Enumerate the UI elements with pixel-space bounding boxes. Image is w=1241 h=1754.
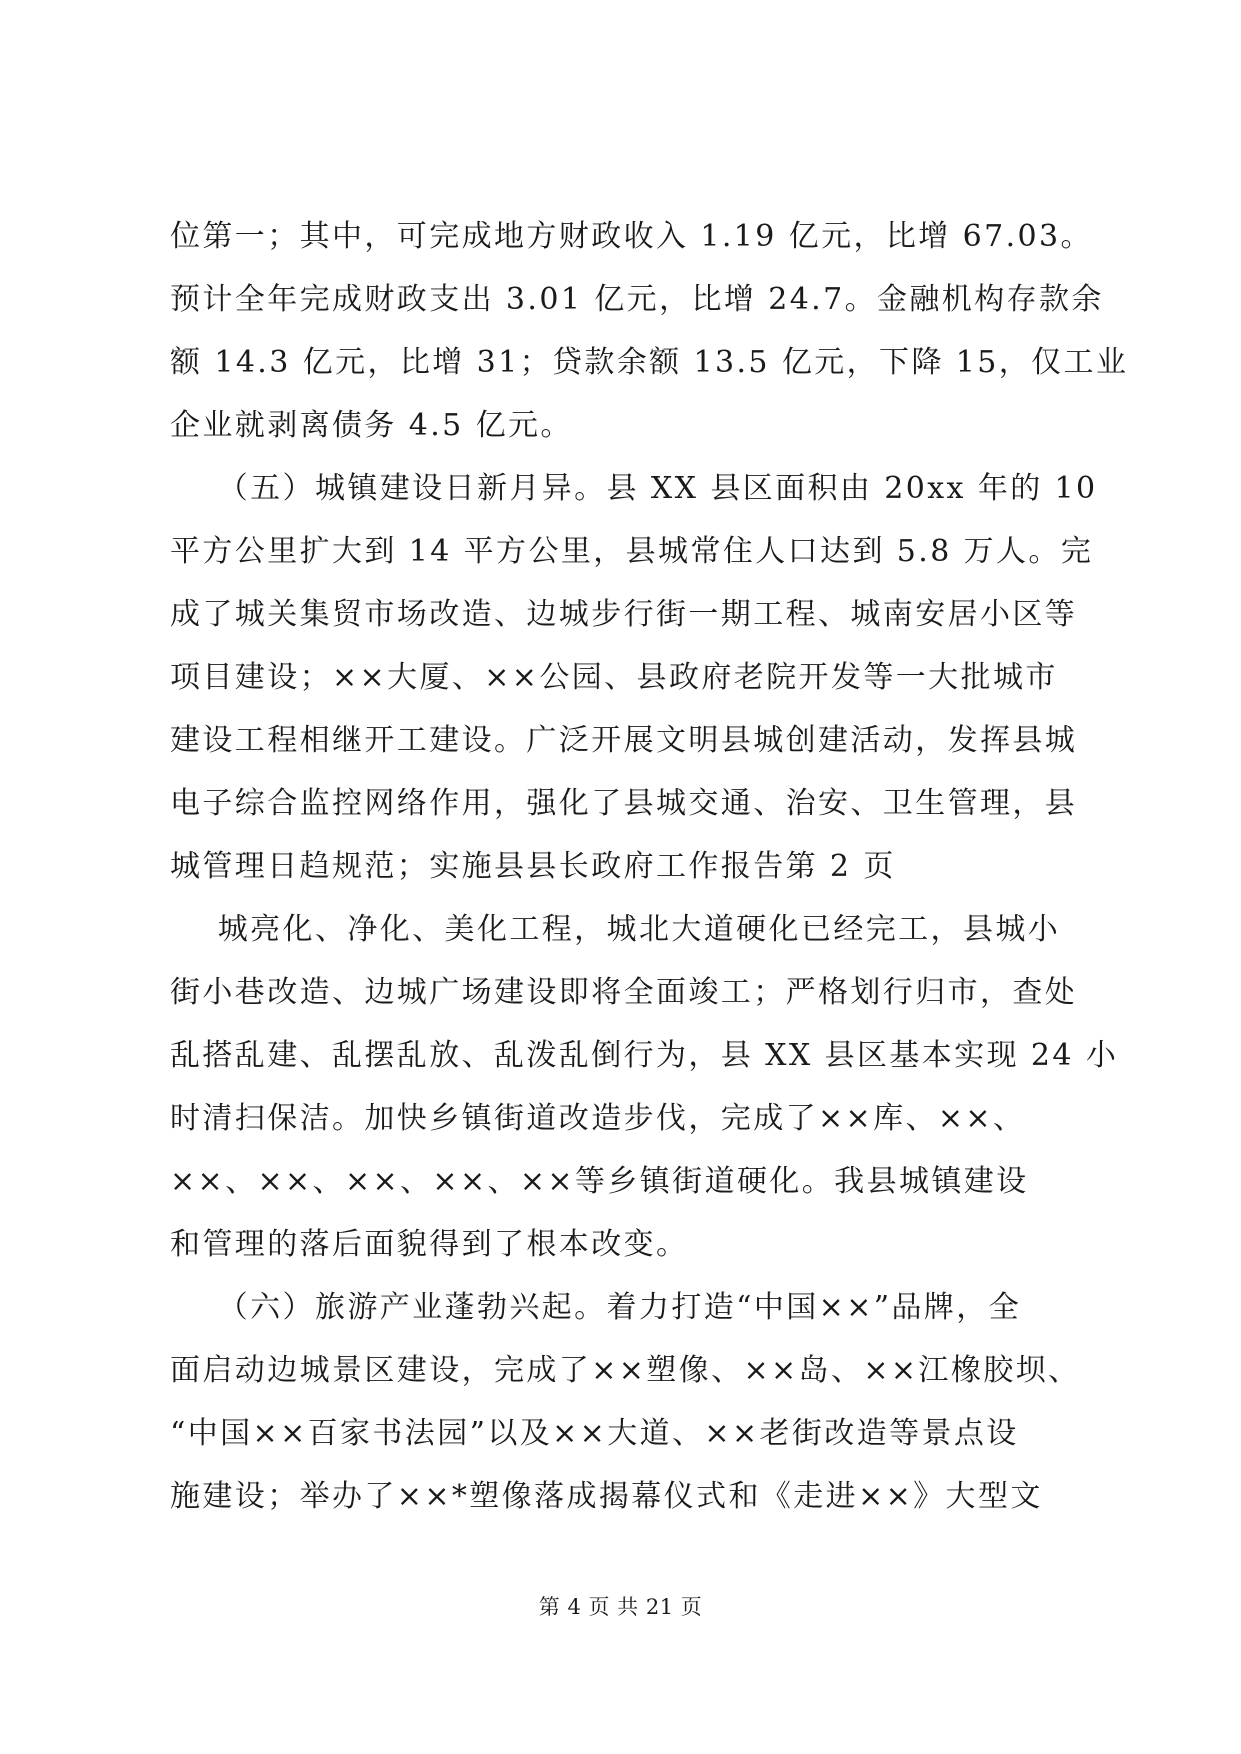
- text-line: 位第一；其中，可完成地方财政收入 1.19 亿元，比增 67.03。: [170, 219, 1093, 254]
- page-footer: [0, 1592, 1241, 1622]
- text-line: 项目建设；××大厦、××公园、县政府老院开发等一大批城市: [170, 660, 1058, 695]
- text-line: 电子综合监控网络作用，强化了县城交通、治安、卫生管理，县: [170, 786, 1078, 821]
- text-line: ××、××、××、××、××等乡镇街道硬化。我县城镇建设: [170, 1164, 1029, 1199]
- text-line: “中国××百家书法园”以及××大道、××老街改造等景点设: [170, 1416, 1019, 1451]
- text-line: 城管理日趋规范；实施县县长政府工作报告第 2 页: [170, 849, 896, 884]
- body-text: [170, 205, 1129, 1528]
- text-line: 成了城关集贸市场改造、边城步行街一期工程、城南安居小区等: [170, 597, 1078, 632]
- text-line: 额 14.3 亿元，比增 31；贷款余额 13.5 亿元，下降 15，仅工业: [170, 345, 1129, 380]
- text-line: 街小巷改造、边城广场建设即将全面竣工；严格划行归市，查处: [170, 975, 1078, 1010]
- text-line: 企业就剥离债务 4.5 亿元。: [170, 408, 573, 443]
- text-line: 施建设；举办了××*塑像落成揭幕仪式和《走进××》大型文: [170, 1479, 1043, 1514]
- text-line: 平方公里扩大到 14 平方公里，县城常住人口达到 5.8 万人。完: [170, 534, 1094, 569]
- section-heading-line: （五）城镇建设日新月异。县 XX 县区面积由 20xx 年的 10: [170, 471, 1098, 506]
- section-heading-line: （六）旅游产业蓬勃兴起。着力打造“中国××”品牌，全: [170, 1290, 1022, 1325]
- page-indicator: 第 4 页 共 21 页: [538, 1595, 703, 1619]
- text-line: 面启动边城景区建设，完成了××塑像、××岛、××江橡胶坝、: [170, 1353, 1081, 1388]
- text-line: 乱搭乱建、乱摆乱放、乱泼乱倒行为，县 XX 县区基本实现 24 小: [170, 1038, 1119, 1073]
- text-line: 预计全年完成财政支出 3.01 亿元，比增 24.7。金融机构存款余: [170, 282, 1104, 317]
- text-line: 时清扫保洁。加快乡镇街道改造步伐，完成了××库、××、: [170, 1101, 1026, 1136]
- text-line: 建设工程相继开工建设。广泛开展文明县城创建活动，发挥县城: [170, 723, 1078, 758]
- paragraph-start-line: 城亮化、净化、美化工程，城北大道硬化已经完工，县城小: [170, 912, 1061, 947]
- text-line: 和管理的落后面貌得到了根本改变。: [170, 1227, 689, 1262]
